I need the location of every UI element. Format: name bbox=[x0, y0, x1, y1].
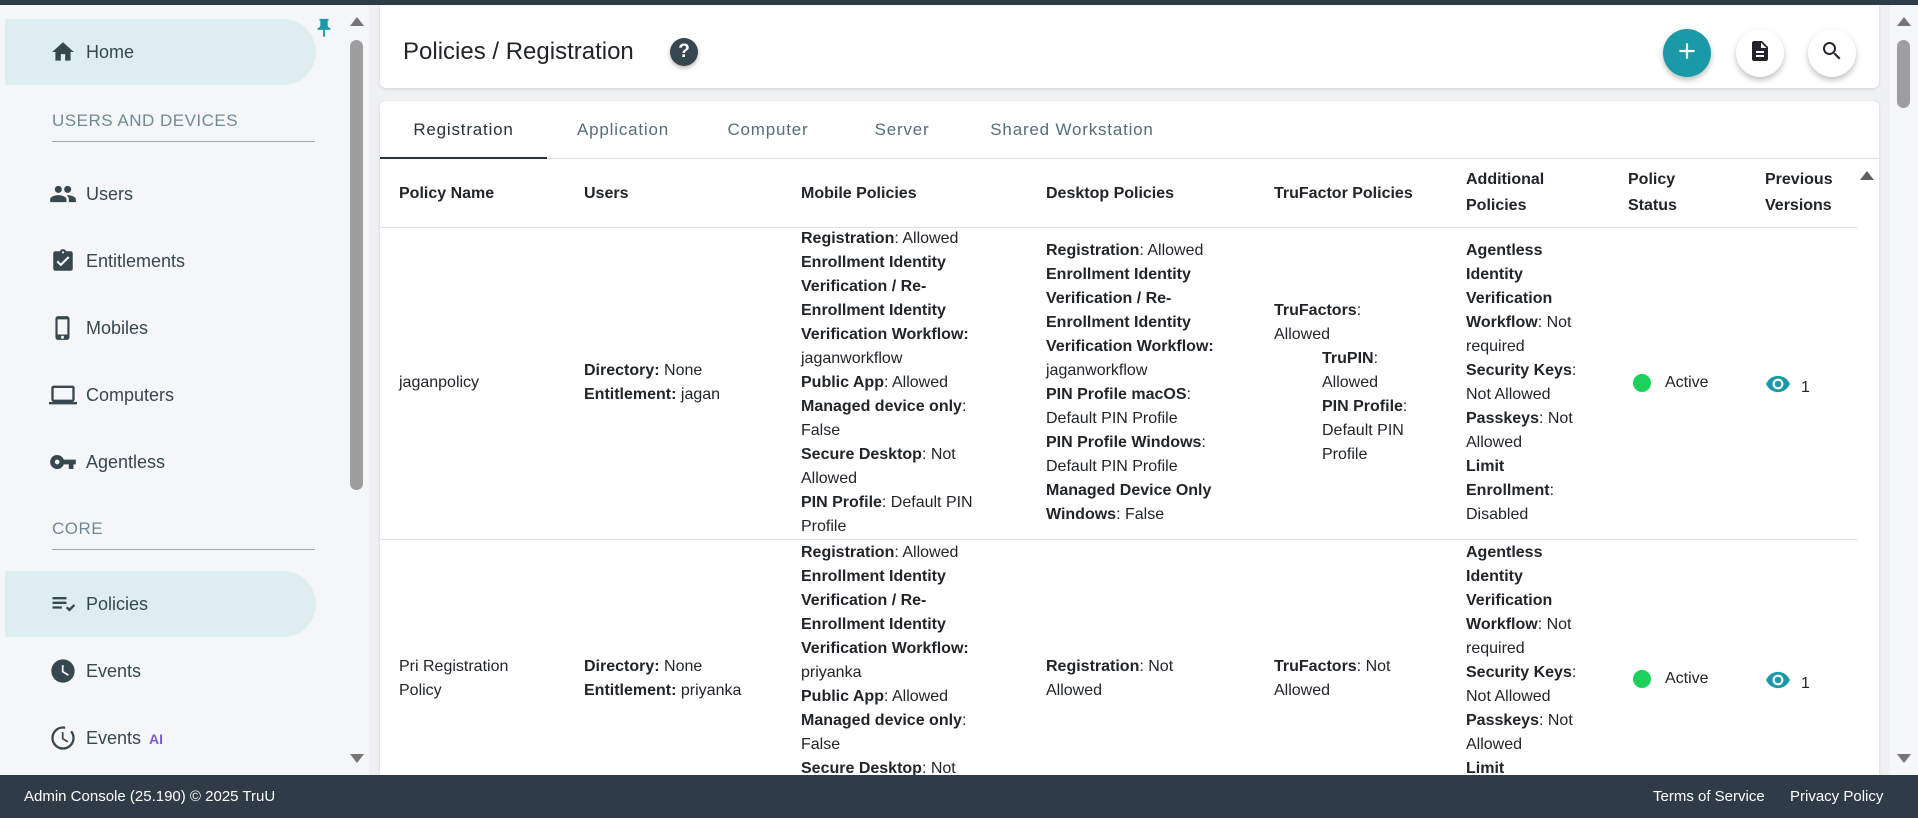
sidebar-item-label: Events bbox=[86, 660, 142, 681]
sidebar-item-label: Policies bbox=[86, 593, 149, 614]
previous-versions-link[interactable] bbox=[1765, 371, 1810, 405]
page-scroll-up-icon[interactable] bbox=[1897, 17, 1911, 26]
sidebar-scrollbar[interactable] bbox=[345, 5, 369, 775]
trufactor-policies-cell: TruFactors: Not Allowed bbox=[1274, 658, 1391, 699]
column-header-policy-name[interactable]: Policy Name bbox=[399, 185, 495, 202]
mobile-policies-cell: Registration: Allowed Enrollment Identity Verification / Re-Enrollment Identity Verification Workflow: jaganworkflow Public App: Allowed Managed device only: False Secure Desktop: Not Allowed PIN Profile: Default PIN Profile bbox=[801, 230, 973, 535]
help-button[interactable]: ? bbox=[670, 38, 698, 66]
status-text: Active bbox=[1665, 374, 1709, 391]
page-scroll-down-icon[interactable] bbox=[1897, 754, 1911, 763]
desktop-policies-cell: Registration: Not Allowed bbox=[1046, 658, 1174, 699]
footer bbox=[0, 775, 1918, 818]
scroll-down-arrow-icon[interactable] bbox=[350, 754, 364, 763]
sidebar-item-users[interactable] bbox=[5, 161, 316, 227]
key-icon bbox=[48, 447, 78, 477]
sidebar-item-label-text: Events bbox=[86, 727, 142, 748]
sidebar-item-policies[interactable] bbox=[5, 571, 316, 637]
column-header-mobile-policies[interactable]: Mobile Policies bbox=[801, 185, 917, 202]
row-divider bbox=[380, 539, 1857, 540]
terms-of-service-link[interactable]: Terms of Service bbox=[1653, 788, 1765, 805]
laptop-icon bbox=[48, 380, 78, 410]
header-divider bbox=[380, 227, 1857, 228]
sidebar-item-label: Users bbox=[86, 183, 134, 204]
eye-icon[interactable] bbox=[1765, 667, 1791, 701]
mobile-policies-cell: Registration: Allowed Enrollment Identity Verification / Re-Enrollment Identity Verification Workflow: priyanka Public App: Allowed Managed device only: False Secure Desktop: Not bbox=[801, 544, 969, 775]
tab-registration[interactable]: Registration bbox=[380, 101, 547, 159]
sidebar-item-computers[interactable] bbox=[5, 362, 316, 428]
tab-application[interactable]: Application bbox=[577, 120, 669, 139]
sidebar-item-label: Mobiles bbox=[86, 317, 149, 338]
version-count: 1 bbox=[1801, 675, 1810, 692]
search-button[interactable] bbox=[1808, 29, 1856, 77]
desktop-policies-cell: Registration: Allowed Enrollment Identity Verification / Re-Enrollment Identity Verification Workflow: jaganworkflow PIN Profile macOS: Default PIN Profile PIN Profile Windows: Default PIN Profile Managed Device Only Windows: False bbox=[1046, 242, 1214, 523]
clock-icon bbox=[48, 656, 78, 686]
page-title: Policies / Registration bbox=[403, 38, 634, 65]
users-cell: Directory: None Entitlement: priyanka bbox=[584, 658, 742, 699]
status-text: Active bbox=[1665, 670, 1709, 687]
plus-icon bbox=[1674, 38, 1700, 69]
sidebar-item-label: Home bbox=[86, 41, 135, 62]
page-header bbox=[380, 5, 1879, 88]
footer-version: Admin Console (25.190) © 2025 TruU bbox=[24, 788, 276, 805]
policy-name-cell[interactable]: jaganpolicy bbox=[399, 374, 480, 391]
policy-name-cell[interactable]: Pri Registration Policy bbox=[399, 658, 509, 699]
column-header-desktop-policies[interactable]: Desktop Policies bbox=[1046, 185, 1175, 202]
sidebar-item-events-ai[interactable] bbox=[5, 705, 316, 771]
pin-icon[interactable] bbox=[313, 17, 335, 39]
sidebar-item-label bbox=[86, 728, 163, 749]
mobile-icon bbox=[48, 313, 78, 343]
ai-badge: AI bbox=[149, 730, 164, 747]
sidebar-item-label: Computers bbox=[86, 384, 175, 405]
column-header-previous-versions[interactable]: Previous Versions bbox=[1765, 171, 1833, 214]
active-status-dot-icon bbox=[1633, 374, 1651, 392]
active-status-dot-icon bbox=[1633, 670, 1651, 688]
sidebar-item-agentless[interactable] bbox=[5, 429, 316, 495]
section-title-core: CORE bbox=[52, 519, 315, 550]
additional-policies-cell: Agentless Identity Verification Workflow: Not required Security Keys: Not Allowed Passkeys: Not Allowed Limit Enrollment: Disabled bbox=[1466, 242, 1577, 523]
history-icon bbox=[48, 723, 78, 753]
users-icon bbox=[48, 179, 78, 209]
privacy-policy-link[interactable]: Privacy Policy bbox=[1790, 788, 1884, 805]
version-count: 1 bbox=[1801, 379, 1810, 396]
trufactor-policies-cell: TruFactors: Allowed TruPIN: Allowed PIN Profile: Default PIN Profile bbox=[1274, 302, 1408, 463]
sidebar-item-events[interactable] bbox=[5, 638, 316, 704]
clipboard-check-icon bbox=[48, 246, 78, 276]
search-icon bbox=[1820, 39, 1844, 68]
table-scroll-up-icon[interactable] bbox=[1860, 171, 1874, 180]
column-header-additional-policies[interactable]: Additional Policies bbox=[1466, 171, 1545, 214]
tab-server[interactable]: Server bbox=[874, 120, 930, 139]
column-header-trufactor-policies[interactable]: TruFactor Policies bbox=[1274, 185, 1413, 202]
policies-table bbox=[380, 159, 1857, 775]
status-badge bbox=[1633, 667, 1709, 691]
scroll-up-arrow-icon[interactable] bbox=[350, 17, 364, 26]
sidebar-item-mobiles[interactable] bbox=[5, 295, 316, 361]
page-scrollbar[interactable] bbox=[1890, 5, 1918, 775]
status-badge bbox=[1633, 371, 1709, 395]
previous-versions-link[interactable] bbox=[1765, 667, 1810, 701]
sidebar-scroll-thumb[interactable] bbox=[350, 40, 363, 490]
sidebar-item-entitlements[interactable] bbox=[5, 228, 316, 294]
eye-icon[interactable] bbox=[1765, 371, 1791, 405]
add-policy-button[interactable] bbox=[1663, 29, 1711, 77]
tab-computer[interactable]: Computer bbox=[727, 120, 809, 139]
column-header-users[interactable]: Users bbox=[584, 185, 629, 202]
policy-list-icon bbox=[48, 589, 78, 619]
column-header-policy-status[interactable]: Policy Status bbox=[1628, 171, 1677, 214]
users-cell: Directory: None Entitlement: jagan bbox=[584, 362, 721, 403]
home-icon bbox=[48, 37, 78, 67]
policies-content bbox=[380, 101, 1879, 775]
sidebar-item-home[interactable] bbox=[5, 19, 316, 85]
sidebar-item-label: Entitlements bbox=[86, 250, 186, 271]
sidebar-item-label: Agentless bbox=[86, 451, 166, 472]
document-icon bbox=[1748, 39, 1772, 68]
policy-tabs bbox=[380, 101, 1879, 159]
additional-policies-cell: Agentless Identity Verification Workflow: Not required Security Keys: Not Allowed Passkeys: Not Allowed Limit bbox=[1466, 544, 1577, 775]
document-button[interactable] bbox=[1736, 29, 1784, 77]
section-title-users-devices: USERS AND DEVICES bbox=[52, 111, 315, 142]
sidebar bbox=[0, 5, 345, 775]
page-scroll-thumb[interactable] bbox=[1897, 40, 1910, 108]
tab-shared-workstation[interactable]: Shared Workstation bbox=[990, 120, 1154, 139]
